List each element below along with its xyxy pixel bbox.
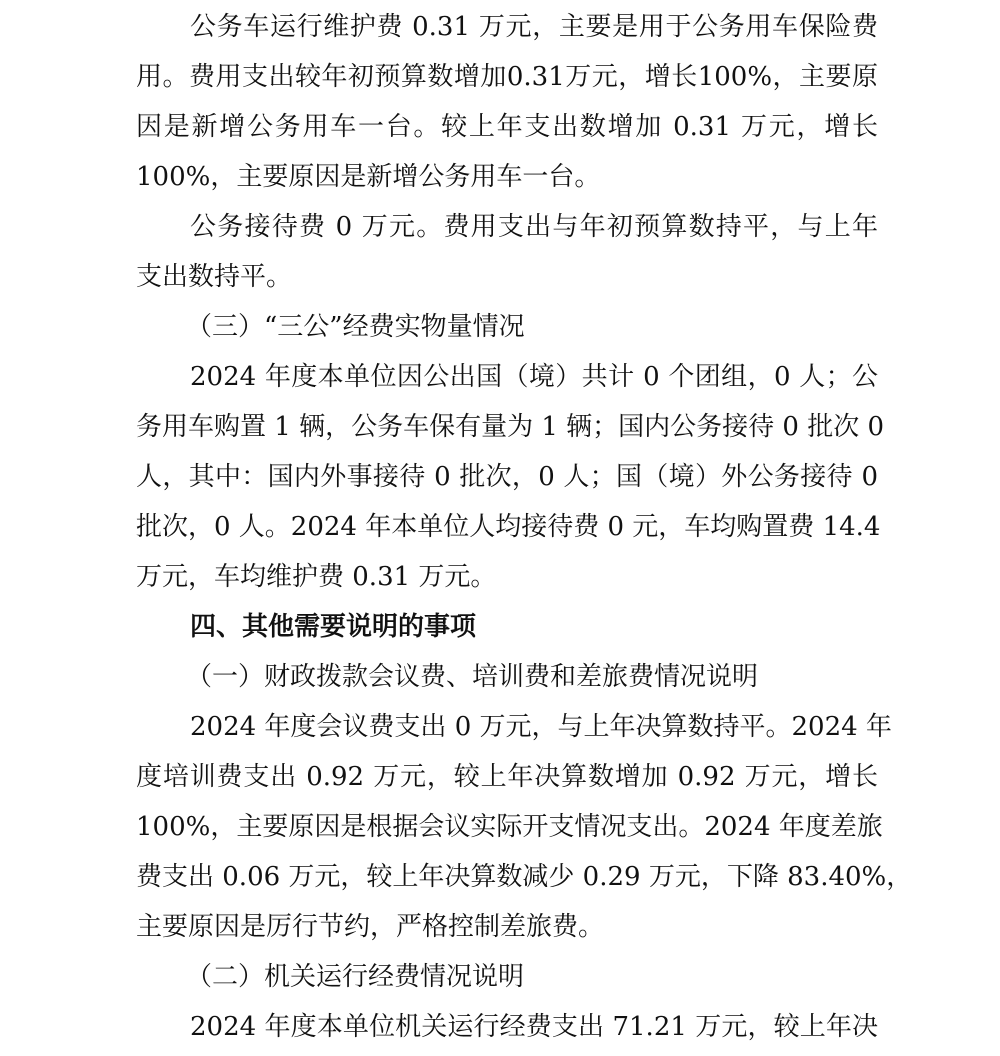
- section-subheading: （二）机关运行经费情况说明: [186, 962, 525, 992]
- paragraph-line: 万元，车均维护费 0.31 万元。: [136, 562, 497, 592]
- paragraph-line: 用。费用支出较年初预算数增加0.31万元，增长100%，主要原: [136, 62, 878, 92]
- section-heading: 四、其他需要说明的事项: [190, 612, 477, 642]
- paragraph-line: 2024 年度本单位机关运行经费支出 71.21 万元，较上年决: [190, 1012, 878, 1042]
- paragraph-line: 100%，主要原因是新增公务用车一台。: [136, 162, 601, 192]
- section-subheading: （三）“三公”经费实物量情况: [186, 312, 525, 342]
- paragraph-line: 费支出 0.06 万元，较上年决算数减少 0.29 万元，下降 83.40%，: [136, 862, 913, 892]
- paragraph-line: 主要原因是厉行节约，严格控制差旅费。: [136, 912, 605, 942]
- paragraph-line: 度培训费支出 0.92 万元，较上年决算数增加 0.92 万元，增长: [136, 762, 878, 792]
- paragraph-line: 支出数持平。: [136, 262, 293, 292]
- paragraph-line: 务用车购置 1 辆，公务车保有量为 1 辆；国内公务接待 0 批次 0: [136, 412, 885, 442]
- paragraph-line: 100%，主要原因是根据会议实际开支情况支出。2024 年度差旅: [136, 812, 883, 842]
- paragraph-line: 批次，0 人。2024 年本单位人均接待费 0 元，车均购置费 14.4: [136, 512, 881, 542]
- paragraph-line: 因是新增公务用车一台。较上年支出数增加 0.31 万元，增长: [136, 112, 878, 142]
- paragraph-line: 公务车运行维护费 0.31 万元，主要是用于公务用车保险费: [190, 12, 878, 42]
- paragraph-line: 公务接待费 0 万元。费用支出与年初预算数持平，与上年: [190, 212, 878, 242]
- section-subheading: （一）财政拨款会议费、培训费和差旅费情况说明: [186, 662, 759, 692]
- paragraph-line: 2024 年度会议费支出 0 万元，与上年决算数持平。2024 年: [190, 712, 892, 742]
- paragraph-line: 人，其中：国内外事接待 0 批次，0 人；国（境）外公务接待 0: [136, 462, 878, 492]
- paragraph-line: 2024 年度本单位因公出国（境）共计 0 个团组，0 人；公: [190, 362, 878, 392]
